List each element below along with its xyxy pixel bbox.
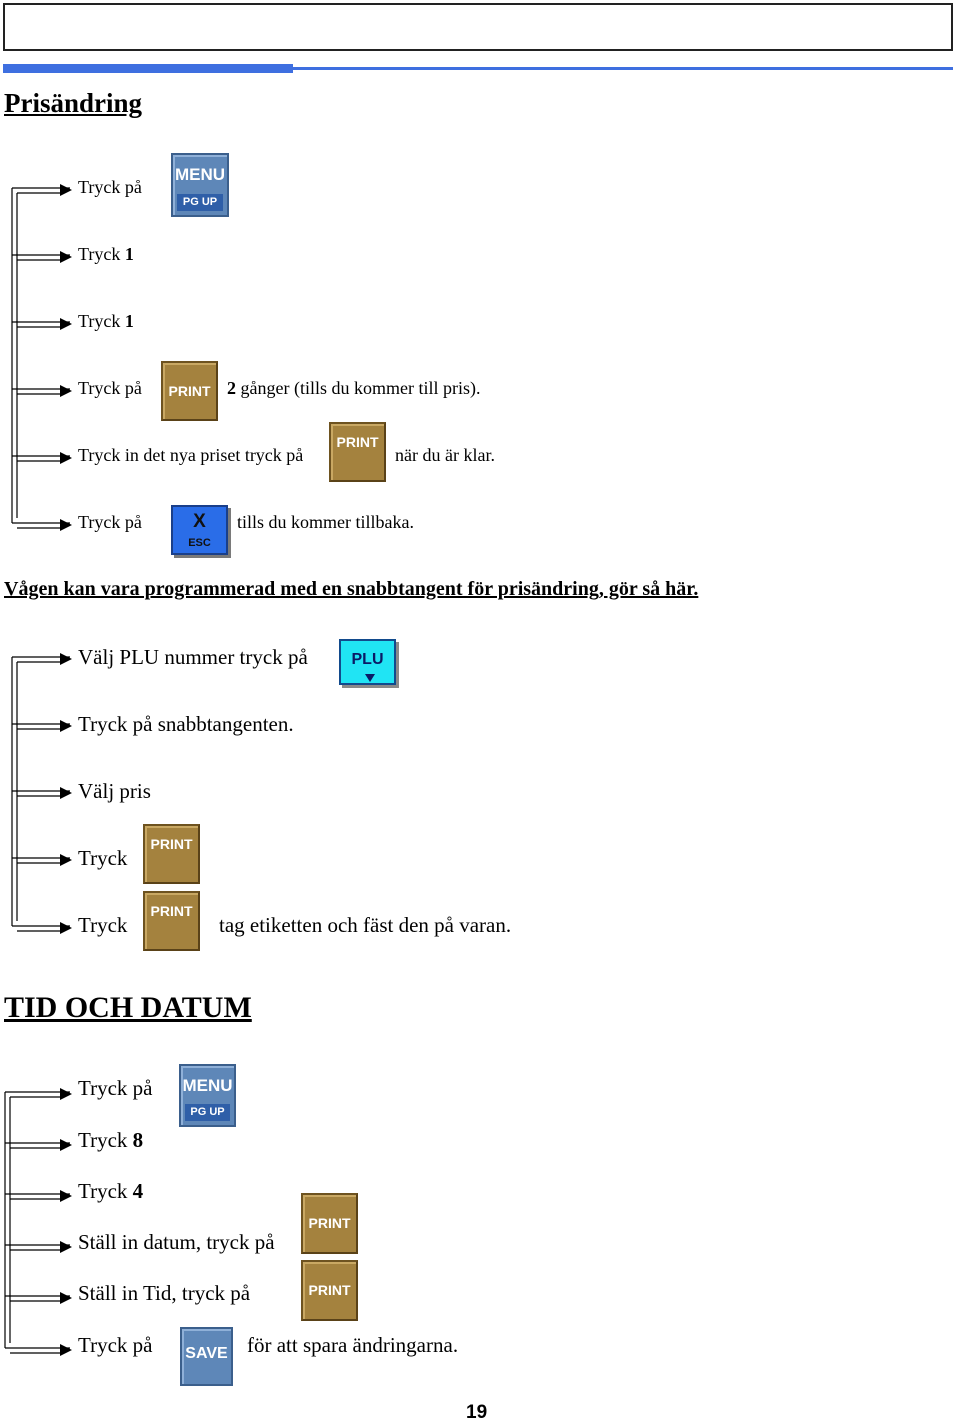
step-text: Tryck [78,846,128,870]
step-digit: 4 [132,1179,144,1203]
step-suffix [227,378,480,399]
arrowhead-icon [60,1344,72,1356]
print-key-label: PRINT [336,434,379,450]
arrowhead-icon [60,318,72,330]
print-key-label: PRINT [150,836,193,852]
step-text: Tryck på [78,1076,153,1100]
step-text: Tryck på [78,177,142,197]
step-text: Tryck på [78,512,142,532]
section-heading-tid-och-datum: TID OCH DATUM [4,991,252,1024]
step-text: Tryck in det nya priset tryck på [78,445,304,465]
arrowhead-icon [60,787,72,799]
print-key-label: PRINT [168,383,211,399]
step-suffix-text: gånger (tills du kommer till pris). [236,378,481,398]
plu-key-label: PLU [351,651,384,668]
page-number: 19 [466,1402,488,1423]
pgup-key-label: PG UP [177,194,223,211]
menu-pgup-key[interactable] [171,153,229,217]
step-text [78,244,134,265]
step-text: Tryck [78,913,128,937]
step-digit: 2 [227,378,236,398]
step-text: Välj PLU nummer tryck på [78,645,308,669]
step-digit: 8 [132,1128,144,1152]
step-text [78,1128,143,1153]
pgup-key-label: PG UP [185,1104,230,1121]
arrowhead-icon [60,519,72,531]
print-key[interactable] [329,422,386,482]
step-text: Välj pris [78,779,151,803]
arrowhead-icon [60,385,72,397]
step-suffix: för att spara ändringarna. [247,1333,459,1357]
down-arrow-icon [365,674,375,682]
arrowhead-icon [60,1292,72,1304]
step-text [78,311,134,332]
step-suffix: tills du kommer tillbaka. [237,512,414,532]
arrowhead-icon [60,854,72,866]
section-heading-prisandring: Prisändring [4,88,143,118]
arrowhead-icon [60,1241,72,1253]
esc-key-label: ESC [188,537,211,549]
print-key[interactable] [143,824,200,884]
arrowhead-icon [60,184,72,196]
menu-key-label: MENU [174,165,226,184]
step-digit: 1 [124,311,134,331]
save-key-label: SAVE [185,1345,228,1362]
print-key[interactable] [161,361,218,421]
step-text: Tryck på [78,1333,153,1357]
step-text: Ställ in Tid, tryck på [78,1281,251,1305]
step-text: Ställ in datum, tryck på [78,1230,275,1254]
step-text [78,1179,143,1204]
plu-key[interactable] [339,639,396,685]
step-suffix: när du är klar. [395,445,495,465]
arrowhead-icon [60,1190,72,1202]
step-suffix: tag etiketten och fäst den på varan. [219,913,512,937]
arrowhead-icon [60,452,72,464]
print-key-label: PRINT [308,1215,351,1231]
menu-pgup-key[interactable] [179,1064,236,1127]
print-key[interactable] [143,891,200,951]
arrowhead-icon [60,720,72,732]
step-text: Tryck på [78,378,142,398]
x-esc-key[interactable] [171,505,228,555]
arrowhead-icon [60,1088,72,1100]
print-key-label: PRINT [150,903,193,919]
x-key-label: X [193,511,206,532]
step-prefix: Tryck [78,311,125,331]
step-prefix: Tryck [78,244,125,264]
step-text: Tryck på snabbtangenten. [78,712,294,736]
menu-key-label: MENU [182,1076,233,1095]
arrowhead-icon [60,1139,72,1151]
print-key[interactable] [301,1260,358,1321]
arrowhead-icon [60,922,72,934]
arrowhead-icon [60,653,72,665]
save-key[interactable] [180,1327,233,1386]
step-digit: 1 [124,244,134,264]
quickkey-note: Vågen kan vara programmerad med en snabbtangent för prisändring, gör så här. [4,578,699,600]
step-prefix: Tryck [78,1179,133,1203]
print-key-label: PRINT [308,1282,351,1298]
print-key[interactable] [301,1193,358,1254]
step-prefix: Tryck [78,1128,133,1152]
arrowhead-icon [60,251,72,263]
